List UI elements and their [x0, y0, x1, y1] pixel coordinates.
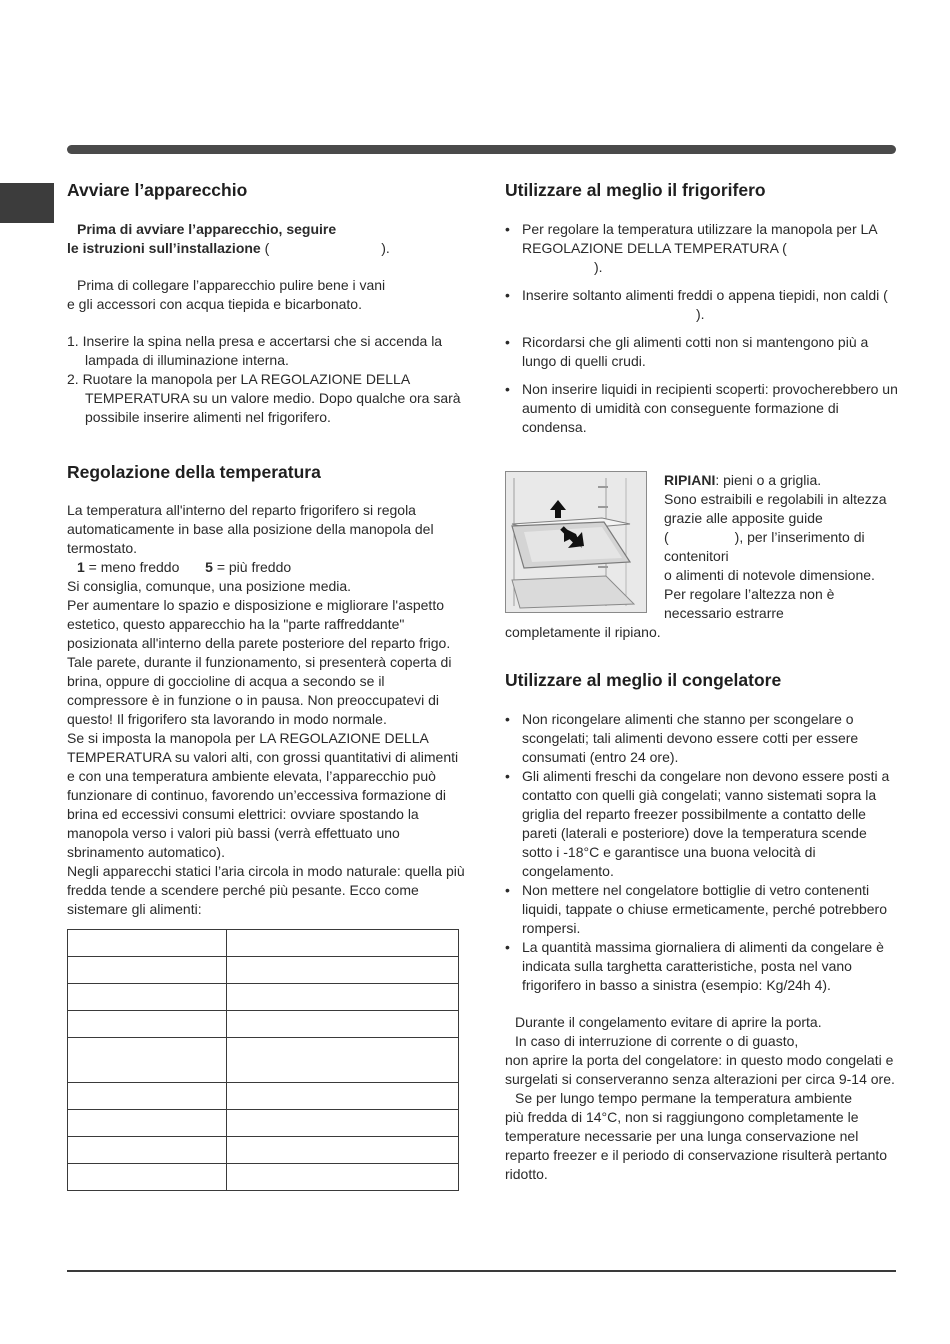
- table-row: [68, 1083, 459, 1110]
- freezer-note: Se per lungo tempo permane la temperatura ambiente più fredda di 14°C, non si raggiungono completamente le temperature necessarie per una lunga conservazione nel reparto freezer e il periodo di conservazione risulterà pertanto ridotto.: [505, 1090, 888, 1182]
- table-row: [68, 984, 459, 1011]
- list-item: • Per regolare la temperatura utilizzare la manopola per LA REGOLAZIONE DELLA TEMPERATURA ( ).: [505, 220, 900, 277]
- temperature-para: Se si imposta la manopola per LA REGOLAZIONE DELLA TEMPERATURA su valori alti, con grossi quantitativi di alimenti e con una temperatura ambiente elevata, l’apparecchio può funzionare di continuo, favorendo un’eccessiva formazione di brina ed eccessivi consumi elettrici: ovviare spostando la manopola verso i valori più bassi (verrà effettuato uno sbrinamento automatico).: [67, 730, 459, 860]
- language-tab: [0, 183, 54, 223]
- freezer-tips: [505, 710, 900, 995]
- left-column: [67, 178, 467, 1191]
- temperature-para: Negli apparecchi statici l’aria circola in modo naturale: quella più fredda tende a scendere perché più pesante. Ecco come sistemare gli alimenti:: [67, 863, 465, 917]
- table-row: [68, 1038, 459, 1083]
- list-item: 1. Inserire la spina nella presa e accertarsi che si accenda la lampada di illuminazione interna.: [67, 333, 443, 368]
- cleaning-note: Prima di collegare l’apparecchio pulire bene i vani e gli accessori con acqua tiepida e bicarbonato.: [67, 277, 386, 312]
- table-row: [68, 1164, 459, 1191]
- list-item: • Ricordarsi che gli alimenti cotti non si mantengono più a lungo di quelli crudi.: [505, 333, 900, 371]
- freezer-note: In caso di interruzione di corrente o di guasto, non aprire la porta del congelatore: in questo modo congelati e surgelati si conserveranno senza alterazioni per circa 9-14 ore.: [505, 1033, 895, 1087]
- shelves-description-end: completamente il ripiano.: [505, 624, 661, 640]
- temperature-para: La temperatura all'interno del reparto frigorifero si regola automaticamente in base alla posizione della manopola del termostato.: [67, 502, 434, 556]
- footer-rule: [67, 1270, 896, 1272]
- freezer-note: Durante il congelamento evitare di aprire la porta.: [515, 1014, 822, 1030]
- temperature-para: Per aumentare lo spazio e disposizione e migliorare l'aspetto estetico, questo apparecchio ha la "parte raffreddante" posizionata all'interno della parete posteriore del reparto frigo. Tale parete, durante il funzionamento, si presenterà coperta di brina, oppure di goccioline di acqua a secondo se il compressore è in funzione o in pausa. Non preoccupatevi di questo! Il frigorifero sta lavorando in modo normale.: [67, 597, 452, 727]
- list-item: • Non mettere nel congelatore bottiglie di vetro contenenti liquidi, tappate o chiuse ermeticamente, perché potrebbero rompersi.: [505, 881, 900, 938]
- list-item: • La quantità massima giornaliera di alimenti da congelare è indicata sulla targhetta caratteristiche, posta nel vano frigorifero in basso a sinistra (esempio: Kg/24h 4).: [505, 938, 900, 995]
- temperature-scale: 1 = meno freddo 5 = più freddo: [77, 559, 292, 575]
- list-item: 2. Ruotare la manopola per LA REGOLAZIONE DELLA TEMPERATURA su un valore medio. Dopo qualche ora sarà possibile inserire alimenti nel frigorifero.: [67, 371, 461, 425]
- install-warning: Prima di avviare l’apparecchio, seguire le istruzioni sull’installazione ( ).: [67, 221, 390, 256]
- table-row: [68, 1110, 459, 1137]
- header-rule: [67, 145, 896, 154]
- table-row: [68, 957, 459, 984]
- fridge-tips: [505, 220, 900, 437]
- section-title-temperature: Regolazione della temperatura: [67, 462, 321, 482]
- section-title-start: Avviare l’apparecchio: [67, 180, 248, 200]
- temperature-para: Si consiglia, comunque, una posizione media.: [67, 578, 352, 594]
- shelves-description: RIPIANI: pieni o a griglia. Sono estraibili e regolabili in altezza grazie alle apposite guide ( ), per l’inserimento di contenitori o alimenti di notevole dimensione. Per regolare l’altezza non è necessario estrarre: [664, 472, 887, 621]
- table-row: [68, 1137, 459, 1164]
- shelves-block: [505, 471, 900, 640]
- table-row: [68, 1011, 459, 1038]
- list-item: • Inserire soltanto alimenti freddi o appena tiepidi, non caldi ().: [505, 286, 900, 324]
- section-title-fridge: Utilizzare al meglio il frigorifero: [505, 180, 766, 200]
- section-title-freezer: Utilizzare al meglio il congelatore: [505, 670, 782, 690]
- list-item: • Non inserire liquidi in recipienti scoperti: provocherebbero un aumento di umidità con conseguente formazione di condensa.: [505, 380, 900, 437]
- right-column: [505, 178, 900, 1184]
- shelf-drawing-icon: [506, 472, 646, 612]
- shelf-illustration: [505, 471, 647, 613]
- start-steps: [67, 332, 467, 427]
- table-row: [68, 930, 459, 957]
- list-item: • Gli alimenti freschi da congelare non devono essere posti a contatto con quelli già congelati; vanno sistemati sopra la griglia del reparto freezer possibilmente a contatto delle pareti (laterali e posteriore) dove la temperatura scende sotto i -18°C e garantisce una buona velocità di congelamento.: [505, 767, 900, 881]
- food-placement-table: [67, 929, 459, 1191]
- list-item: • Non ricongelare alimenti che stanno per scongelare o scongelati; tali alimenti devono essere cotti per essere consumati (entro 24 ore).: [505, 710, 900, 767]
